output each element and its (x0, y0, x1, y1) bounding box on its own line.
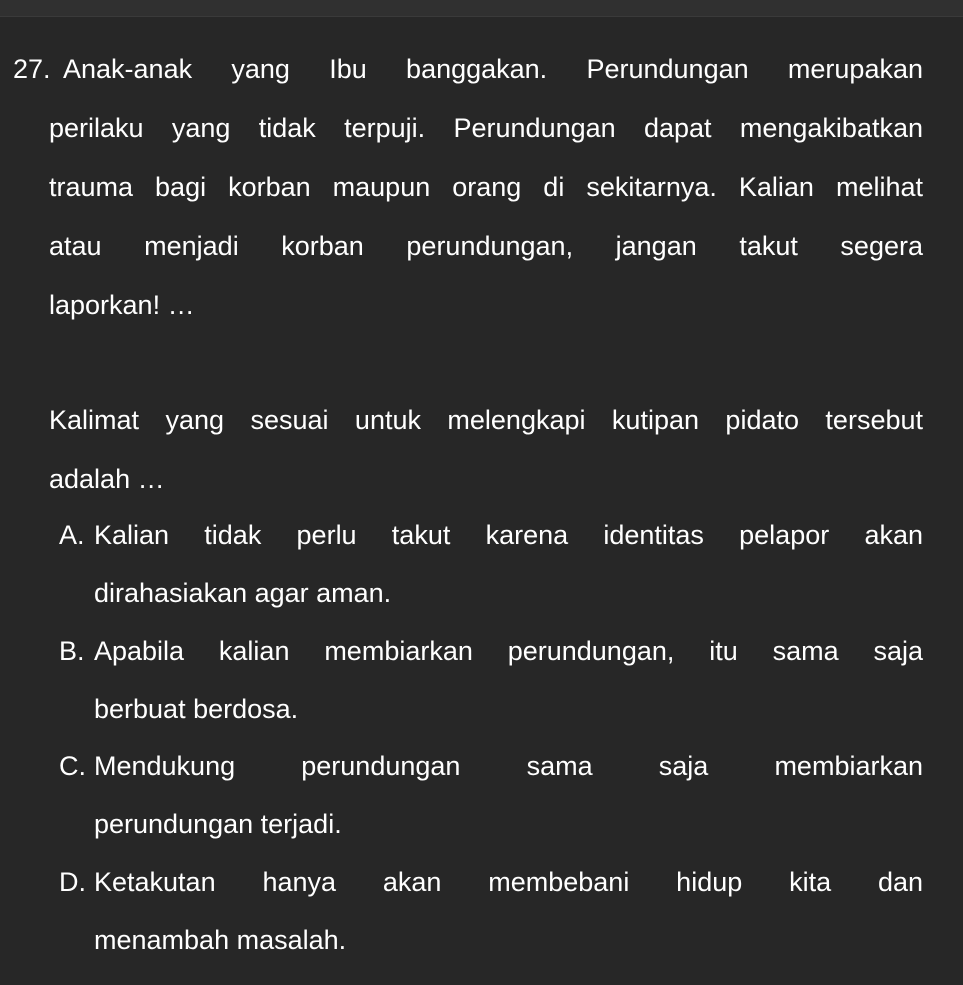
option-letter: B. (59, 636, 85, 666)
option-text-line: perundungan terjadi. (94, 809, 342, 839)
option-text-line: Apabila kalian membiarkan perundungan, itu sama saja (94, 636, 923, 666)
prompt-line: Kalimat yang sesuai untuk melengkapi kutipan pidato tersebut (49, 405, 923, 435)
passage-line: perilaku yang tidak terpuji. Perundungan dapat mengakibatkan (49, 113, 923, 143)
option-letter: A. (59, 520, 85, 550)
passage-line: laporkan! … (49, 290, 195, 320)
prompt-line: adalah … (49, 464, 165, 494)
option-text-line: berbuat berdosa. (94, 694, 299, 724)
option-text-line: Mendukung perundungan sama saja membiarkan (94, 751, 923, 781)
option-letter: D. (59, 867, 86, 897)
question-number: 27. (13, 54, 51, 84)
passage-line: trauma bagi korban maupun orang di sekitarnya. Kalian melihat (49, 172, 923, 202)
option-text-line: Ketakutan hanya akan membebani hidup kita dan (94, 867, 923, 897)
option-text-line: Kalian tidak perlu takut karena identitas pelapor akan (94, 520, 923, 550)
window-top-strip (0, 0, 963, 17)
passage-line: atau menjadi korban perundungan, jangan takut segera (49, 231, 923, 261)
option-text-line: menambah masalah. (94, 925, 347, 955)
option-letter: C. (59, 751, 86, 781)
option-text-line: dirahasiakan agar aman. (94, 578, 392, 608)
passage-line: Anak-anak yang Ibu banggakan. Perundungan merupakan (63, 54, 923, 84)
